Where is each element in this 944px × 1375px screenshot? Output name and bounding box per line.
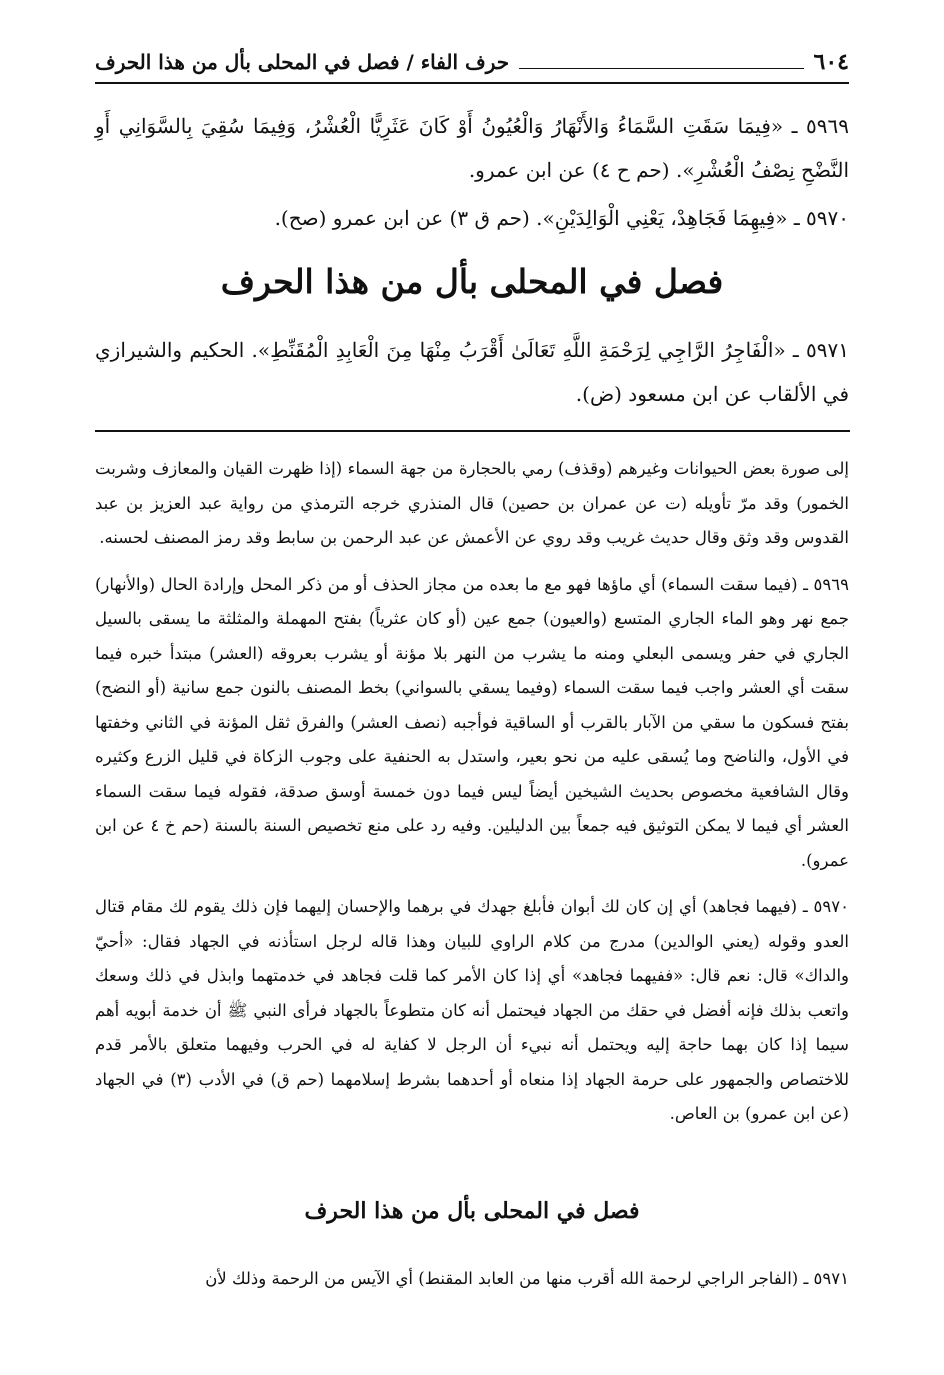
- commentary-5971: ٥٩٧١ ـ (الفاجر الراجي لرحمة الله أقرب منها من العابد المقنط) أي الآيس من الرحمة وذلك لأن: [205, 1269, 849, 1288]
- commentary-5970: ٥٩٧٠ ـ (فيهما فجاهد) أي إن كان لك أبوان فأبلغ جهدك في برهما والإحسان إليهما فإن ذلك يقوم لك مقام قتال العدو وقوله (يعني الوالدين) مدرج من كلام الراوي للبيان وهذا قاله لرجل استأذنه في الجهاد فقال: «أحيّ والداك» قال: نعم قال: «ففيهما فجاهد» أي إذا كان الأمر كما قلت فجاهد في خدمتهما وابذل في ذلك وسعك واتعب بذلك فإنه أفضل في حقك من الجهاد فيحتمل أنه كان متطوعاً بالجهاد فرأى النبي ﷺ أن خدمة أبويه أهم سيما إذا كان بهما حاجة إليه ويحتمل أنه نبيء أن الرجل لا كفاية له في الحرب وفيهما متعلق بالأمر قدم للاختصاص والجمهور على حرمة الجهاد إذا منعاه أو أحدهما بشرط إسلامهما (حم ق) في الأدب (٣) في الجهاد (عن ابن عمرو) بن العاص.: [95, 897, 849, 1123]
- commentary-continuation: إلى صورة بعض الحيوانات وغيرهم (وقذف) رمي بالحجارة من جهة السماء (إذا ظهرت القيان والمعازف وشربت الخمور) وقد مرّ تأويله (ت عن عمران بن حصين) قال المنذري خرجه الترمذي من رواية عبد العزيز بن عبد القدوس وقد وثق وقال حديث غريب وقد روي عن الأعمش عن عبد الرحمن بن سابط وقد رمز المصنف لحسنه.: [95, 459, 849, 547]
- commentary-5971-block: [95, 1262, 849, 1297]
- commentary-5969: ٥٩٦٩ ـ (فيما سقت السماء) أي ماؤها فهو مع ما بعده من مجاز الحذف أو من ذكر المحل وإرادة الحال (والأنهار) جمع نهر وهو الماء الجاري المتسع (والعيون) جمع عين (أو كان عثرياً) بفتح المهملة والمثلثة ما يسقى بالسيل الجاري في حفر ويسمى البعلي ومنه ما يشرب من النهر بلا مؤنة أو يشرب بعروقه (العشر) مبتدأ خبره فيما سقت أي العشر واجب فيما سقت السماء (وفيما يسقي بالسواني) بخط المصنف بالنون جمع سانية (أو النضح) بفتح فسكون ما سقي من الآبار بالقرب أو الساقية فوأجبه (نصف العشر) والفرق ثقل المؤنة في الثاني وخفتها في الأول، والناضح وما يُسقى عليه من نحو بعير، واستدل به الحنفية على وجوب الزكاة في قليل الزرع وكثيره وقال الشافعية مخصوص بحديث الشيخين أيضاً ليس فيما دون خمسة أوسق صدقة، فقوله فيما سقت السماء العشر أي فيما لا يمكن التوثيق فيه جمعاً بين الدليلين. وفيه رد على منع تخصيص السنة بالسنة (حم خ ٤ عن ابن عمرو).: [95, 574, 849, 870]
- header-rule: [95, 82, 849, 84]
- running-header: [95, 42, 849, 82]
- running-title: حرف الفاء / فصل في المحلى بأل من هذا الحرف: [95, 50, 510, 74]
- main-text: [95, 104, 849, 240]
- hadith-5970: ٥٩٧٠ ـ «فِيهِمَا فَجَاهِدْ، يَعْنِي الْوَالِدَيْنِ». (حم ق ٣) عن ابن عمرو (صح).: [274, 206, 849, 230]
- section-heading: فصل في المحلى بأل من هذا الحرف: [220, 262, 724, 301]
- commentary-section-heading: فصل في المحلى بأل من هذا الحرف: [304, 1198, 640, 1224]
- hadith-5971-block: [95, 328, 849, 416]
- hadith-5969: ٥٩٦٩ ـ «فِيمَا سَقَتِ السَّمَاءُ وَالأَنْهَارُ وَالْعُيُونُ أَوْ كَانَ عَثَرِيًّا الْعُشْرُ، وَفِيمَا سُقِيَ بِالسَّوَانِي أَوِ النَّضْحِ نِصْفُ الْعُشْرِ». (حم ح ٤) عن ابن عمرو.: [95, 114, 849, 182]
- page-number: ٦٠٤: [813, 49, 849, 75]
- commentary: [95, 452, 849, 1132]
- footnote-rule: [95, 430, 850, 432]
- hadith-5971: ٥٩٧١ ـ «الْفَاجِرُ الرَّاجِي لِرَحْمَةِ اللَّهِ تَعَالَىٰ أَقْرَبُ مِنْهَا مِنَ الْعَابِدِ الْمُقَنِّطِ». الحكيم والشيرازي في الألقاب عن ابن مسعود (ض).: [95, 338, 849, 406]
- header-divider: [519, 68, 803, 69]
